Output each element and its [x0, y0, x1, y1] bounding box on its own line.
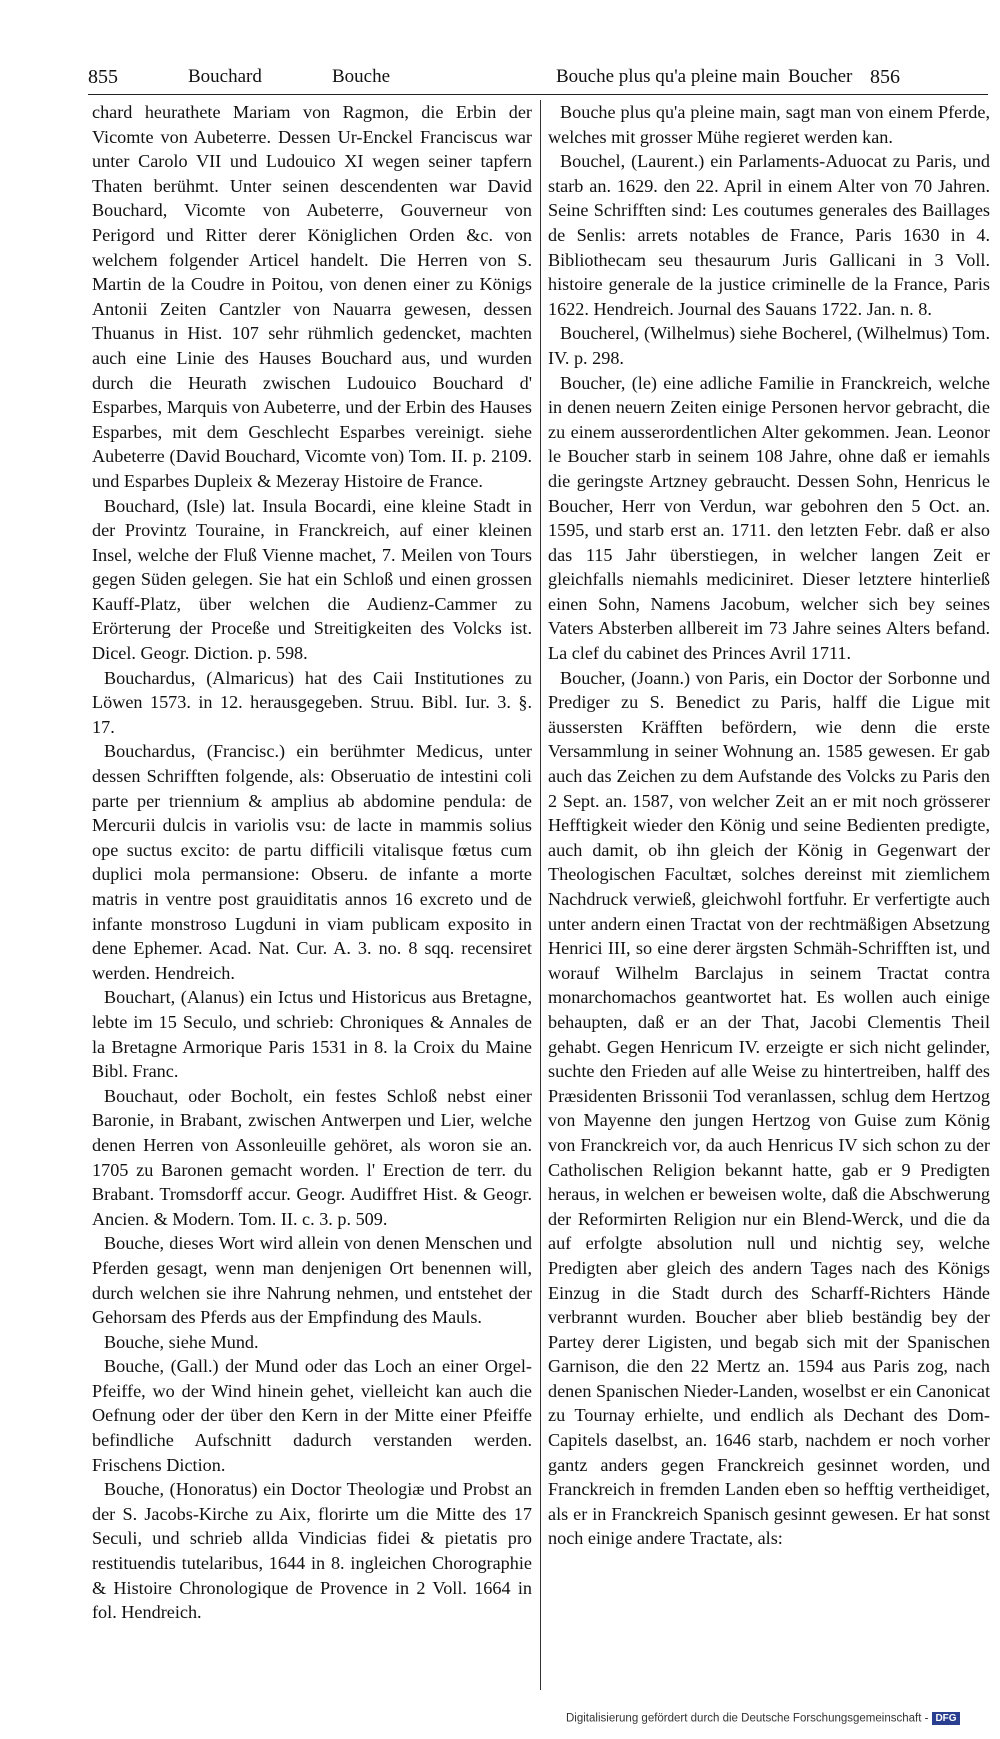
entry-boucher-joann: Boucher, (Joann.) von Paris, ein Doctor der Sorbonne und Prediger zu S. Benedict zu Paris, halff die Ligue mit äussersten Kräfften befördern, wie denn die erste Versammlung in seiner Wohnung an. 1585 gewesen. Er gab auch das Zeichen zu dem Aufstande des Volcks zu Paris den 2 Sept. an. 1587, von welcher Zeit an er mit noch grösserer Hefftigkeit wieder den König und seine Bedienten predigte, auch damit, ob ihn gleich der König in Gegenwart der Theologischen Facultæt, solches dereinst mit ziemlichem Nachdruck verwieß, gleichwohl fortfuhr. Er verfertigte auch unter andern einen Tractat von der rechtmäßigen Absetzung Henrici III, so eine derer ärgsten Schmäh-Schrifften ist, und worauf Wilhelm Barclajus in seinem Tractat contra monarchomachos geantwortet hat. Es wollen auch einige behaupten, daß er an der That, Jacobi Clementis Theil gehabt. Gegen Henricum IV. erzeigte er sich nicht gelinder, suchte den Frieden auf alle Weise zu hintertreiben, halff des Præsidenten Brissonii Tod veranlassen, schlug dem Hertzog von Mayenne den jungen Hertzog von Guise zum König von Franckreich vor, da auch Henricus IV sich schon zu der Catholischen Religion bekannt hatte, gab er 9 Predigten heraus, in welchen er beweisen wolte, daß die Abschwerung der Reformirten Religion nur ein Blend-Werck, und die da auf erfolgte absolution null und nichtig sey, welche Predigten aber gleich des andern Tages nach des Königs Einzug in die Stadt durch des Scharff-Richters Hände verbrannt wurden. Boucher aber blieb beständig bey der Partey derer Ligisten, und begab sich mit der Spanischen Garnison, die den 22 Mertz an. 1594 aus Paris zog, nach denen Spanischen Nieder-Landen, woselbst er ein Canonicat zu Tournay erhielte, und endlich als Dechant des Dom-Capitels daselbst, an. 1646 starb, nachdem er noch vorher gantz anders gegen Franckreich gesinnet worden, und Franckreich in fremden Landen eben so hefftig vertheidiget, als er in Franckreich Spanisch gesinnt gewesen. Er hat sonst noch einige andere Tractate, als:	[548, 667, 990, 1549]
entry-bouche-1: Bouche, dieses Wort wird allein von denen Menschen und Pferden gesagt, wenn man denjenigen Ort benennen will, durch welchen sie ihre Nahrung nehmen, und entstehet der Gehorsam des Pferds aus der Empfindung des Mauls.	[92, 1233, 532, 1328]
right-column	[548, 100, 990, 1551]
entry-bouche-2: Bouche, siehe Mund.	[104, 1331, 259, 1352]
entry-bouchard-isle: Bouchard, (Isle) lat. Insula Bocardi, eine kleine Stadt in der Provintz Touraine, in Franckreich, auf einer kleinen Insel, welche der Fluß Vienne machet, 7. Meilen von Tours gegen Süden gelegen. Sie hat ein Schloß und einen grossen Kauff-Platz, über welchen die Audienz-Cammer zu Erörterung der Proceße und Streitigkeiten des Volcks ist. Dicel. Geogr. Diction. p. 598.	[92, 495, 532, 664]
left-column	[92, 100, 532, 1625]
header-rule	[88, 94, 988, 95]
entry-boucherel: Boucherel, (Wilhelmus) siehe Bocherel, (Wilhelmus) Tom. IV. p. 298.	[548, 323, 990, 368]
entry-boucher-le: Boucher, (le) eine adliche Familie in Franckreich, welche in denen neuern Zeiten einige Personen hervor gebracht, die zu einem ausserordentlichen Alter gekommen. Jean. Leonor le Boucher starb in seinem 108 Jahre, ohne daß er iemahls die geringste Artzney gebraucht. Dessen Sohn, Henricus le Boucher, Herr von Verdun, war gebohren den 5 Oct. an. 1595, und starb erst an. 1711. den letzten Febr. daß er also das 115 Jahr überstiegen, in welcher langen Zeit er gleichfalls niemahls mediciniret. Dieser letztere hinterließ einen Sohn, Namens Jacobum, welcher sich bey seines Vaters Absterben allbereit im 73 Jahre seines Alters befand. La clef du cabinet des Princes Avril 1711.	[548, 372, 990, 664]
entry-bouche-honoratus: Bouche, (Honoratus) ein Doctor Theologiæ und Probst an der S. Jacobs-Kirche zu Aix, florirte um die Mitte des 17 Seculi, und schrieb allda Vindicias fidei & pietatis pro restituendis tutelaribus, 1644 in 8. ingleichen Chorographie & Histoire Chronologique de Provence in 2 Voll. 1664 in fol. Hendreich.	[92, 1479, 532, 1623]
entry-bouchaut: Bouchaut, oder Bocholt, ein festes Schloß nebst einer Baronie, in Brabant, zwischen Antwerpen und Lier, welche denen Herren von Assonleuille gehöret, als woron sie an. 1705 zu Baronen gemacht worden. l' Erection de terr. du Brabant. Tromsdorff accur. Geogr. Audiffret Hist. & Geogr. Ancien. & Modern. Tom. II. c. 3. p. 509.	[92, 1085, 532, 1229]
catchword-left-1: Bouchard	[188, 66, 262, 87]
entry-bouchardus-almaricus: Bouchardus, (Almaricus) hat des Caii Institutiones zu Löwen 1573. in 12. herausgegeben. Struu. Bibl. Iur. 3. §. 17.	[92, 667, 532, 737]
catchword-left-2: Bouche	[332, 66, 391, 87]
page-number-right: 856	[870, 66, 900, 88]
entry-bouchardus-francisc: Bouchardus, (Francisc.) ein berühmter Medicus, unter dessen Schrifften folgende, als: Obseruatio de intestini coli parte per triennium & amplius ab abdomine pendula: de Mercurii dulcis in variolis vsu: de lacte in mammis solius ope suctus excito: de partu difficili vitalisque fœtus cum duplici mola permansione: Obseru. de infante a morte matris in ventre post grauiditatis annos 16 excreto und de infante monstroso Lugduni in viam publicam exposito in dene Ephemer. Acad. Nat. Cur. A. 3. no. 8 sqq. recensiret werden. Hendreich.	[92, 741, 532, 983]
entry-bouche-gall: Bouche, (Gall.) der Mund oder das Loch an einer Orgel-Pfeiffe, wo der Wind hinein gehet, vielleicht kan auch die Oefnung oder der über den Kern in der Mitte einer Pfeiffe befindliche Aufschnitt dadurch verstanden werden. Frischens Diction.	[92, 1356, 532, 1475]
entry-bouche-plus: Bouche plus qu'a pleine main, sagt man von einem Pferde, welches mit grosser Mühe regieret werden kan.	[548, 102, 990, 147]
column-divider	[540, 100, 541, 1690]
entry-bouchart-alanus: Bouchart, (Alanus) ein Ictus und Historicus aus Bretagne, lebte im 15 Seculo, und schrieb: Chroniques & Annales de la Bretagne Armorique Paris 1531 in 8. la Croix du Maine Bibl. Franc.	[92, 987, 532, 1082]
page-header	[88, 62, 993, 96]
catchword-right-2: Boucher	[788, 66, 853, 87]
page-number-left: 855	[88, 66, 118, 88]
entry-bouchel: Bouchel, (Laurent.) ein Parlaments-Aduocat zu Paris, und starb an. 1629. den 22. April in einem Alter von 70 Jahren. Seine Schrifften sind: Les coutumes generales des Baillages de Senlis: arrets notables de France, Paris 1630 in 4. Bibliothecam seu thesaurum Juris Gallicani in 3 Voll. histoire generale de la justice criminelle de la France, Paris 1622. Hendreich. Journal des Sauans 1722. Jan. n. 8.	[548, 151, 990, 319]
entry-bouchard-cont: chard heurathete Mariam von Ragmon, die Erbin der Vicomte von Aubeterre. Dessen Ur-Enckel Franciscus war unter Carolo VII und Ludouico XI wegen seiner tapfern Thaten berühmt. Unter seinen descendenten war David Bouchard, Vicomte von Aubeterre, Gouverneur von Perigord und Ritter derer Königlichen Orden &c. von welchem folgender Articel handelt. Die Herren von S. Martin de la Coudre in Poitou, von denen einer zu Königs Antonii Zeiten Cantzler von Nauarra gewesen, dessen Thuanus in Hist. 107 sehr rühmlich gedencket, machten auch eine Linie des Hauses Bouchard aus, und wurden durch die Heurath zwischen Ludouico Bouchard d' Esparbes, Marquis von Aubeterre, und der Erbin des Hauses Esparbes, mit dem Geschlecht Esparbes vereinigt. siehe Aubeterre (David Bouchard, Vicomte von) Tom. II. p. 2109. und Esparbes Dupleix & Mezeray Histoire de France.	[92, 102, 532, 491]
catchword-right-1: Bouche plus qu'a pleine main	[556, 66, 780, 87]
dfg-logo: DFG	[932, 1712, 959, 1725]
digitization-footer	[566, 1712, 960, 1725]
footer-text: Digitalisierung gefördert durch die Deutsche Forschungsgemeinschaft -	[566, 1712, 929, 1725]
